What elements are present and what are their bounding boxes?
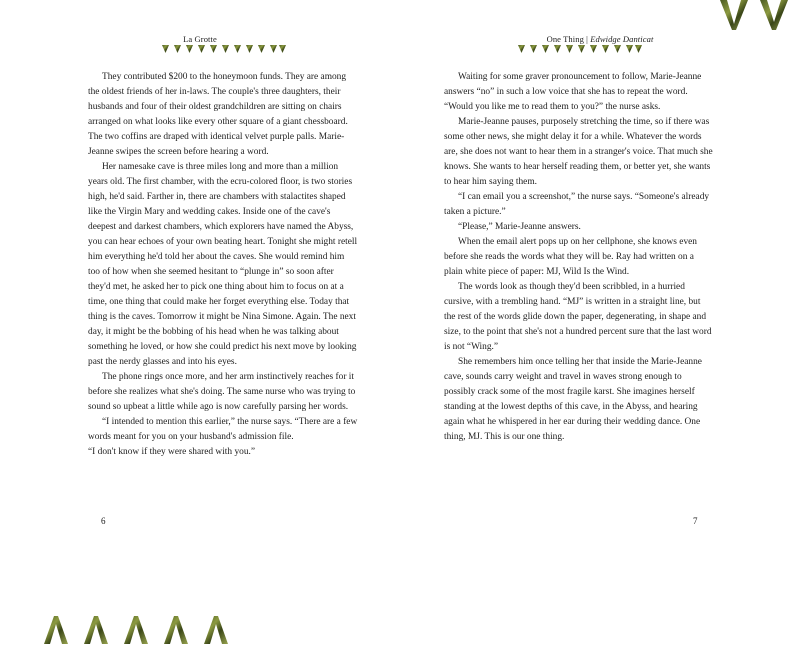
triangle-ornament-row: [162, 45, 286, 55]
paragraph: They contributed $200 to the honeymoon funds. They are among the oldest friends of her in-laws. The couple's three daughters, their husbands and four of their oldest grandchildren are sitting on chairs arranged on what looks like every other square of a giant chessboard. The two coffins are draped with identical velvet purple palls. Marie-Jeanne swipes the screen before hearing a word.: [88, 72, 348, 157]
running-head-title: La Grotte: [183, 34, 217, 44]
paragraph: The words look as though they'd been scribbled, in a hurried cursive, with a trembling hand. “MJ” is written in a straight line, but the rest of the words glide down the paper, degenerating, in shape and size, to the point that she's not a hundred percent sure that the last word is not “Wing.”: [444, 282, 712, 352]
running-head: [0, 34, 400, 44]
paragraph: Marie-Jeanne pauses, purposely stretching the time, so if there was some other news, she might delay it for a while. Whatever the words are, she does not want to hear them in a stranger's voice. That much she knows. She wants to hear herself reading them, or better yet, she wants to hear him saying them.: [444, 117, 713, 187]
paragraph: “I can email you a screenshot,” the nurse says. “Someone's already taken a picture.”: [444, 192, 710, 217]
running-head-title: One Thing: [546, 34, 584, 44]
corner-ornament-bottom: [44, 612, 230, 646]
page-number: 6: [101, 516, 106, 526]
running-head-separator: |: [586, 34, 588, 44]
paragraph: The phone rings once more, and her arm instinctively reaches for it before she realizes what she's doing. The same nurse who was trying to sound so upbeat a little while ago is now carefully parsing her words.: [88, 372, 356, 412]
right-page: [400, 0, 799, 645]
paragraph: “Please,” Marie-Jeanne answers.: [458, 222, 581, 232]
paragraph: Her namesake cave is three miles long and more than a million years old. The first chamber, with the ecru-colored floor, is two stories high, he'd said. Farther in, there are chambers with stalactites shaped like the Virgin Mary and wedding cakes. Inside one of the cave's deepest and darkest chambers, which explorers have named the Abyss, you can hear echoes of your own beating heart. Tonight she might retell him everything he'd told her about the caves. She would remind him too of how when she seemed hesitant to “plunge in” so soon after they'd met, he asked her to pick one thing about him to focus on at a time, one thing that could make her forget everything else. Today that thing is the caves. Tomorrow it might be Nina Simone. Again. The next day, it might be the bobbing of his head when he was talking about something he loved, or how she could predict his next move by looking past the nerdy glasses and into his eyes.: [88, 162, 358, 367]
body-text: [444, 70, 714, 445]
body-text: [88, 70, 358, 460]
paragraph: “I intended to mention this earlier,” the nurse says. “There are a few words meant for you on your husband's admission file.: [88, 417, 358, 442]
running-head-author: Edwidge Danticat: [590, 34, 654, 44]
left-page: [0, 0, 400, 645]
paragraph: When the email alert pops up on her cellphone, she knows even before she reads the words what they will be. Ray had written on a plain white piece of paper: MJ, Wild Is the Wind.: [444, 237, 697, 277]
paragraph: “I don't know if they were shared with you.”: [88, 447, 256, 457]
triangle-ornament-row: [518, 45, 642, 55]
paragraph: She remembers him once telling her that inside the Marie-Jeanne cave, sounds carry weight and travel in waves strong enough to possibly crack some of the most fragile karst. She imagines herself standing at the lowest depths of this cave, in the Abyss, and hearing again what he whispered in her ear during their wedding dance. One thing, MJ. This is our one thing.: [444, 357, 702, 442]
running-head: [400, 34, 799, 44]
paragraph: Waiting for some graver pronouncement to follow, Marie-Jeanne answers “no” in such a low voice that she has to repeat the word. “Would you like me to read them to you?” the nurse asks.: [444, 72, 702, 112]
page-number: 7: [693, 516, 698, 526]
